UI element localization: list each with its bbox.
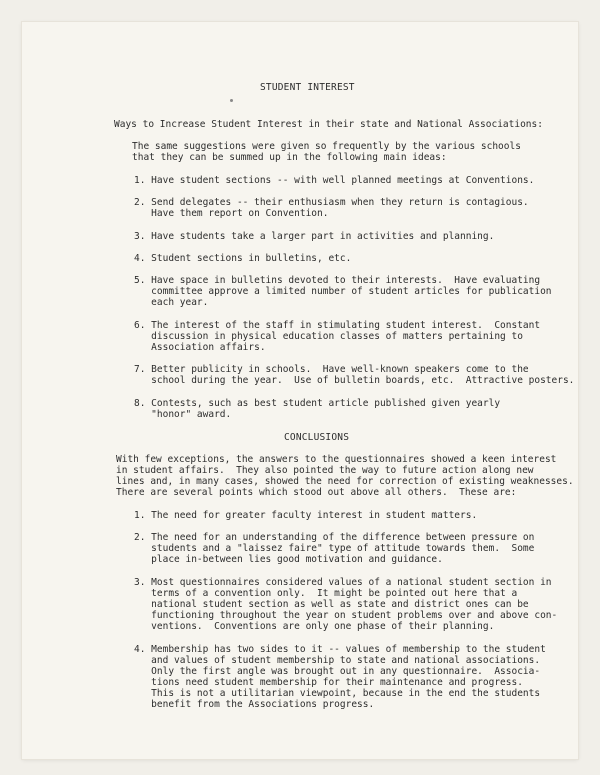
conclusions-intro-line: There are several points which stood out above all others. These are: [116,487,517,498]
document-title: STUDENT INTEREST [260,82,355,93]
suggestion-6-line: 6. The interest of the staff in stimulating student interest. Constant [134,320,541,331]
summary-line: The same suggestions were given so frequently by the various schools [132,141,521,152]
summary-line: that they can be summed up in the following main ideas: [132,152,447,163]
suggestion-5-line: 5. Have space in bulletins devoted to their interests. Have evaluating [134,275,541,286]
suggestion-6-line: discussion in physical education classes of matters pertaining to [134,331,523,342]
conclusion-1-line: 1. The need for greater faculty interest in student matters. [134,510,478,521]
conclusion-2-line: 2. The need for an understanding of the difference between pressure on [134,532,535,543]
conclusions-intro-line: lines and, in many cases, showed the need for correction of existing weaknesses. [116,476,574,487]
conclusion-3-line: terms of a convention only. It might be pointed out here that a [134,588,518,599]
suggestion-1-line: 1. Have student sections -- with well planned meetings at Conventions. [134,175,535,186]
conclusions-title: CONCLUSIONS [284,432,350,443]
conclusion-4-line: 4. Membership has two sides to it -- values of membership to the student [134,644,546,655]
conclusion-3-line: ventions. Conventions are only one phase of their planning. [134,621,495,632]
suggestion-2-line: 2. Send delegates -- their enthusiasm when they return is contagious. [134,197,529,208]
suggestion-5-line: each year. [134,297,209,308]
suggestion-7-line: school during the year. Use of bulletin boards, etc. Attractive posters. [134,375,575,386]
suggestion-4-line: 4. Student sections in bulletins, etc. [134,253,352,264]
conclusions-intro-line: in student affairs. They also pointed the way to future action along new [116,465,534,476]
suggestion-8-line: "honor" award. [134,409,232,420]
conclusion-4-line: and values of student membership to state and national associations. [134,655,541,666]
suggestion-6-line: Association affairs. [134,342,266,353]
conclusion-3-line: functioning throughout the year on student problems over and above con- [134,610,558,621]
suggestion-8-line: 8. Contests, such as best student article published given yearly [134,398,501,409]
conclusion-4-line: Only the first angle was brought out in any questionnaire. Associa- [134,666,541,677]
suggestion-2-line: Have them report on Convention. [134,208,329,219]
conclusion-4-line: tions need student membership for their maintenance and progress. [134,677,523,688]
suggestion-3-line: 3. Have students take a larger part in activities and planning. [134,231,495,242]
intro-line: Ways to Increase Student Interest in their state and National Associations: [114,119,543,130]
conclusion-2-line: place in-between lies good motivation and guidance. [134,554,443,565]
suggestion-5-line: committee approve a limited number of student articles for publication [134,286,552,297]
typed-text-area [22,22,578,759]
suggestion-7-line: 7. Better publicity in schools. Have well-known speakers come to the [134,364,529,375]
conclusion-4-line: benefit from the Associations progress. [134,699,375,710]
conclusion-4-line: This is not a utilitarian viewpoint, because in the end the students [134,688,541,699]
pencil-mark [230,99,233,102]
document-page [22,22,578,759]
conclusion-3-line: 3. Most questionnaires considered values of a national student section in [134,577,552,588]
conclusions-intro-line: With few exceptions, the answers to the questionnaires showed a keen interest [116,454,557,465]
conclusion-3-line: national student section as well as state and district ones can be [134,599,529,610]
conclusion-2-line: students and a "laissez faire" type of attitude towards them. Some [134,543,535,554]
